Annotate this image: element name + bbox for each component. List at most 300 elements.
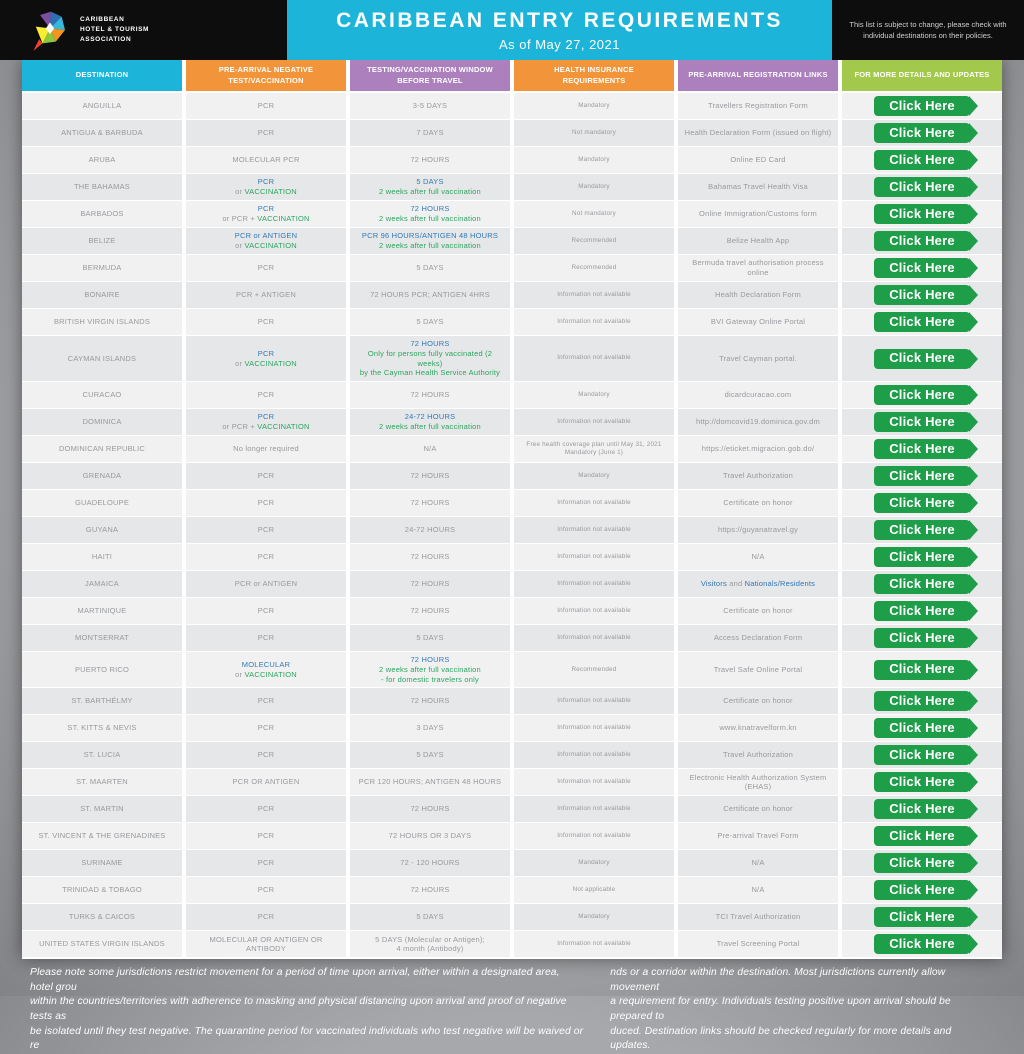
cell-window: 5 DAYS — [350, 255, 510, 281]
cell-destination: ARUBA — [22, 147, 182, 173]
click-here-button[interactable]: Click Here — [874, 853, 970, 873]
cell-link: https://eticket.migracion.gob.do/ — [678, 436, 838, 462]
cell-destination: CAYMAN ISLANDS — [22, 336, 182, 381]
cell-window — [350, 228, 510, 254]
column-header-3: HEALTH INSURANCE REQUIREMENTS — [514, 60, 674, 91]
click-here-button[interactable]: Click Here — [874, 466, 970, 486]
cell-window: N/A — [350, 436, 510, 462]
table-row — [22, 517, 1002, 543]
cell-destination: UNITED STATES VIRGIN ISLANDS — [22, 931, 182, 957]
click-here-button[interactable]: Click Here — [874, 745, 970, 765]
click-here-button[interactable]: Click Here — [874, 772, 970, 792]
column-header-0: DESTINATION — [22, 60, 182, 91]
cell-link: Travel Screening Portal — [678, 931, 838, 957]
cell-action — [842, 309, 1002, 335]
cell-insurance: Information not available — [514, 625, 674, 651]
cell-window: 7 DAYS — [350, 120, 510, 146]
cell-action — [842, 742, 1002, 768]
table-row — [22, 796, 1002, 822]
footer-text: duced. Destination links should be checked regularly for more details and updates. — [610, 1025, 952, 1052]
cell-link: Certificate on honor — [678, 688, 838, 714]
cell-test: PCR or ANTIGEN — [186, 571, 346, 597]
footer-text: a requirement for entry. Individuals testing positive upon arrival should be prepared to — [610, 996, 951, 1023]
cell-insurance: Information not available — [514, 931, 674, 957]
cell-text: 2 weeks after full vaccination — [379, 664, 481, 674]
cell-destination: ST. BARTHÉLMY — [22, 688, 182, 714]
cell-destination: GUYANA — [22, 517, 182, 543]
cell-test: PCR — [186, 544, 346, 570]
cell-link: Travellers Registration Form — [678, 93, 838, 119]
cell-link: Online Immigration/Customs form — [678, 201, 838, 227]
cell-destination: ANGUILLA — [22, 93, 182, 119]
cell-insurance: Information not available — [514, 282, 674, 308]
cell-text: or PCR + — [222, 422, 255, 431]
footer-text: nds or a corridor within the destination. Most jurisdictions currently allow movement — [610, 967, 946, 993]
cell-test: PCR — [186, 904, 346, 930]
table-row — [22, 742, 1002, 768]
cell-action — [842, 436, 1002, 462]
cell-insurance: Recommended — [514, 255, 674, 281]
click-here-button[interactable]: Click Here — [874, 691, 970, 711]
cell-action — [842, 255, 1002, 281]
cell-action — [842, 147, 1002, 173]
cell-test: PCR — [186, 517, 346, 543]
cell-text: or — [235, 669, 243, 679]
cell-destination: MONTSERRAT — [22, 625, 182, 651]
cell-test: PCR — [186, 625, 346, 651]
cell-destination: BARBADOS — [22, 201, 182, 227]
cell-insurance: Not mandatory — [514, 120, 674, 146]
cell-test: PCR — [186, 715, 346, 741]
footer-text: be isolated until they test negative. The quarantine period for vaccinated individuals who test negative will be waived or re — [30, 1025, 584, 1052]
click-here-button[interactable]: Click Here — [874, 231, 970, 251]
table-row — [22, 409, 1002, 435]
cell-link: N/A — [678, 877, 838, 903]
cell-window — [350, 652, 510, 687]
cell-text: or — [235, 358, 243, 368]
cell-link: http://domcovid19.dominica.gov.dm — [678, 409, 838, 435]
cell-destination: BELIZE — [22, 228, 182, 254]
cell-link: Electronic Health Authorization System (EHAS) — [678, 769, 838, 795]
cell-destination: DOMINICA — [22, 409, 182, 435]
cell-text: PCR — [257, 348, 275, 358]
cell-text: Only for persons fully vaccinated (2 weeks) — [367, 348, 493, 368]
cell-destination: GRENADA — [22, 463, 182, 489]
cell-insurance: Mandatory — [514, 382, 674, 408]
click-here-button[interactable]: Click Here — [874, 123, 970, 143]
click-here-button[interactable]: Click Here — [874, 285, 970, 305]
cell-link: Bermuda travel authorisation process online — [678, 255, 838, 281]
cell-action — [842, 336, 1002, 381]
column-header-1: PRE-ARRIVAL NEGATIVE TEST/VACCINATION — [186, 60, 346, 91]
cell-text: VACCINATION — [257, 214, 310, 223]
cell-text: 2 weeks after full vaccination — [379, 422, 481, 431]
cell-test: PCR — [186, 598, 346, 624]
cell-insurance: Information not available — [514, 715, 674, 741]
cell-text: - for domestic travelers only — [381, 674, 479, 684]
cell-action — [842, 877, 1002, 903]
click-here-button[interactable]: Click Here — [874, 177, 970, 197]
table-row — [22, 715, 1002, 741]
cell-link: Access Declaration Form — [678, 625, 838, 651]
cell-action — [842, 201, 1002, 227]
registration-link[interactable]: Nationals/Residents — [744, 579, 816, 589]
cell-link: https://guyanatravel.gy — [678, 517, 838, 543]
cell-text: PCR or ANTIGEN — [234, 231, 298, 241]
page-subtitle: As of May 27, 2021 — [498, 36, 620, 52]
cell-text: VACCINATION — [244, 358, 297, 368]
click-here-button[interactable]: Click Here — [874, 574, 970, 594]
cell-text: 72 HOURS — [410, 204, 450, 214]
cell-window: 72 HOURS OR 3 DAYS — [350, 823, 510, 849]
cell-window: 72 HOURS PCR; ANTIGEN 4HRS — [350, 282, 510, 308]
cell-insurance: Mandatory — [514, 147, 674, 173]
table-row — [22, 544, 1002, 570]
cell-destination: ST. MAARTEN — [22, 769, 182, 795]
cell-window: 72 HOURS — [350, 877, 510, 903]
cell-insurance: Mandatory — [514, 463, 674, 489]
table-row — [22, 309, 1002, 335]
table-header-row — [22, 60, 1002, 91]
cell-text: 5 DAYS — [416, 177, 444, 187]
table-row — [22, 228, 1002, 254]
cell-test: No longer required — [186, 436, 346, 462]
cell-text: by the Cayman Health Service Authority — [359, 368, 501, 378]
cell-window: 72 HOURS — [350, 544, 510, 570]
column-header-2: TESTING/VACCINATION WINDOW BEFORE TRAVEL — [350, 60, 510, 91]
click-here-button[interactable]: Click Here — [874, 258, 970, 278]
cell-link: Certificate on honor — [678, 490, 838, 516]
cell-text: or — [235, 241, 243, 250]
cell-destination: TURKS & CAICOS — [22, 904, 182, 930]
cell-action — [842, 823, 1002, 849]
cell-action — [842, 931, 1002, 957]
cell-test: PCR — [186, 120, 346, 146]
cell-window: 72 HOURS — [350, 688, 510, 714]
footer-text: Please note some jurisdictions restrict movement for a period of time upon arrival, either within a designated area, hotel grou — [30, 967, 560, 993]
cell-action — [842, 517, 1002, 543]
cell-window: 72 HOURS — [350, 147, 510, 173]
cell-test: PCR — [186, 823, 346, 849]
cell-link: Travel Authorization — [678, 463, 838, 489]
cell-window: 3 DAYS — [350, 715, 510, 741]
cell-action — [842, 598, 1002, 624]
table-row — [22, 769, 1002, 795]
cell-test: PCR + ANTIGEN — [186, 282, 346, 308]
table-row — [22, 282, 1002, 308]
cell-window — [350, 409, 510, 435]
cell-link: Travel Cayman portal. — [678, 336, 838, 381]
table-row — [22, 120, 1002, 146]
click-here-button[interactable]: Click Here — [874, 628, 970, 648]
cell-link: Travel Safe Online Portal — [678, 652, 838, 687]
cell-destination: BRITISH VIRGIN ISLANDS — [22, 309, 182, 335]
logo-block — [0, 0, 287, 60]
cell-destination: ST. KITTS & NEVIS — [22, 715, 182, 741]
cell-window: 5 DAYS — [350, 309, 510, 335]
cell-text: VACCINATION — [244, 187, 297, 196]
table-row — [22, 571, 1002, 597]
cell-insurance: Information not available — [514, 598, 674, 624]
column-header-4: PRE-ARRIVAL REGISTRATION LINKS — [678, 60, 838, 91]
click-here-button[interactable]: Click Here — [874, 907, 970, 927]
cell-destination: ST. VINCENT & THE GRENADINES — [22, 823, 182, 849]
cell-insurance: Information not available — [514, 796, 674, 822]
cell-link: TCI Travel Authorization — [678, 904, 838, 930]
cell-destination: BERMUDA — [22, 255, 182, 281]
cell-window: 5 DAYS — [350, 625, 510, 651]
cell-text: VACCINATION — [244, 241, 297, 250]
click-here-button[interactable]: Click Here — [874, 880, 970, 900]
cell-window: 72 HOURS — [350, 463, 510, 489]
table-row — [22, 174, 1002, 200]
cell-text: 2 weeks after full vaccination — [379, 214, 481, 223]
footer-line — [30, 1025, 994, 1054]
cell-insurance: Information not available — [514, 309, 674, 335]
table-row — [22, 201, 1002, 227]
cell-window: 72 HOURS — [350, 796, 510, 822]
cell-test: PCR — [186, 850, 346, 876]
cell-insurance: Not applicable — [514, 877, 674, 903]
cell-insurance: Information not available — [514, 490, 674, 516]
cell-test — [186, 174, 346, 200]
cell-destination: MARTINIQUE — [22, 598, 182, 624]
click-here-button[interactable]: Click Here — [874, 799, 970, 819]
cell-window: PCR 120 HOURS; ANTIGEN 48 HOURS — [350, 769, 510, 795]
table-row — [22, 850, 1002, 876]
cell-text: 2 weeks after full vaccination — [379, 187, 481, 196]
cell-text: MOLECULAR — [241, 659, 291, 669]
footer-disclaimer — [0, 959, 1024, 1054]
top-header — [0, 0, 1024, 60]
click-here-button[interactable]: Click Here — [874, 826, 970, 846]
cell-insurance: Information not available — [514, 769, 674, 795]
footer-line — [30, 966, 994, 995]
cell-window — [350, 336, 510, 381]
cell-action — [842, 490, 1002, 516]
cell-action — [842, 463, 1002, 489]
chta-star-logo — [30, 7, 70, 53]
cell-test: PCR — [186, 490, 346, 516]
cell-text: or — [235, 187, 243, 196]
cell-text: and — [729, 579, 743, 589]
cell-window: 72 HOURS — [350, 490, 510, 516]
cell-window: 5 DAYS (Molecular or Antigen); 4 month (Antibody) — [350, 931, 510, 957]
cell-link: Health Declaration Form — [678, 282, 838, 308]
cell-insurance: Information not available — [514, 688, 674, 714]
cell-test: MOLECULAR PCR — [186, 147, 346, 173]
click-here-button[interactable]: Click Here — [874, 934, 970, 954]
cell-test: MOLECULAR OR ANTIGEN OR ANTIBODY — [186, 931, 346, 957]
cell-text: PCR 96 HOURS/ANTIGEN 48 HOURS — [361, 231, 499, 241]
table-row — [22, 931, 1002, 957]
table-row — [22, 93, 1002, 119]
cell-destination: DOMINICAN REPUBLIC — [22, 436, 182, 462]
cell-destination: CURACAO — [22, 382, 182, 408]
cell-window: 5 DAYS — [350, 742, 510, 768]
cell-window: 72 - 120 HOURS — [350, 850, 510, 876]
cell-link: Health Declaration Form (issued on flight) — [678, 120, 838, 146]
footer-lines — [30, 966, 994, 1054]
cell-link: www.knatravelform.kn — [678, 715, 838, 741]
cell-link: Belize Health App — [678, 228, 838, 254]
cell-link: dicardcuracao.com — [678, 382, 838, 408]
cell-text: PCR — [257, 177, 275, 187]
cell-link: Online ED Card — [678, 147, 838, 173]
table-row — [22, 625, 1002, 651]
cell-test: PCR — [186, 796, 346, 822]
cell-link: Certificate on honor — [678, 598, 838, 624]
table-body — [22, 93, 1002, 957]
cell-action — [842, 282, 1002, 308]
cell-destination: HAITI — [22, 544, 182, 570]
cell-window: 3-5 DAYS — [350, 93, 510, 119]
click-here-button[interactable]: Click Here — [874, 547, 970, 567]
table-row — [22, 436, 1002, 462]
cell-link: BVI Gateway Online Portal — [678, 309, 838, 335]
cell-window — [350, 201, 510, 227]
cell-window: 24-72 HOURS — [350, 517, 510, 543]
cell-test: PCR — [186, 309, 346, 335]
cell-action — [842, 796, 1002, 822]
footer-text: within the countries/territories with adherence to masking and physical distancing upon arrival and proof of negative tests as — [30, 996, 567, 1023]
cell-link: Bahamas Travel Health Visa — [678, 174, 838, 200]
cell-text: 72 HOURS — [410, 339, 450, 348]
click-here-button[interactable]: Click Here — [874, 493, 970, 513]
cell-test: PCR — [186, 688, 346, 714]
registration-link[interactable]: Visitors — [700, 579, 727, 589]
cell-test — [186, 652, 346, 687]
cell-text: 24-72 HOURS — [404, 412, 456, 422]
cell-link: N/A — [678, 544, 838, 570]
table-row — [22, 382, 1002, 408]
cell-destination: GUADELOUPE — [22, 490, 182, 516]
cell-text: PCR — [257, 204, 275, 214]
cell-insurance: Recommended — [514, 228, 674, 254]
cell-insurance: Information not available — [514, 409, 674, 435]
click-here-button[interactable]: Click Here — [874, 412, 970, 432]
cell-destination: ANTIGUA & BARBUDA — [22, 120, 182, 146]
cell-window: 72 HOURS — [350, 571, 510, 597]
click-here-button[interactable]: Click Here — [874, 349, 970, 369]
cell-link: N/A — [678, 850, 838, 876]
table-row — [22, 598, 1002, 624]
table-row — [22, 688, 1002, 714]
cell-action — [842, 652, 1002, 687]
cell-action — [842, 625, 1002, 651]
cell-destination: TRINIDAD & TOBAGO — [22, 877, 182, 903]
cell-action — [842, 904, 1002, 930]
cell-test: PCR — [186, 255, 346, 281]
cell-action — [842, 174, 1002, 200]
cell-test: PCR — [186, 742, 346, 768]
cell-text: VACCINATION — [244, 669, 297, 679]
click-here-button[interactable]: Click Here — [874, 439, 970, 459]
cell-destination: BONAIRE — [22, 282, 182, 308]
cell-action — [842, 409, 1002, 435]
cell-test — [186, 201, 346, 227]
cell-test — [186, 336, 346, 381]
cell-test — [186, 228, 346, 254]
table-row — [22, 147, 1002, 173]
cell-test: PCR — [186, 93, 346, 119]
column-header-5: FOR MORE DETAILS AND UPDATES — [842, 60, 1002, 91]
cell-test: PCR OR ANTIGEN — [186, 769, 346, 795]
cell-text: 2 weeks after full vaccination — [379, 241, 481, 250]
cell-action — [842, 382, 1002, 408]
logo-line: HOTEL & TOURISM — [80, 26, 150, 34]
cell-destination: ST. LUCIA — [22, 742, 182, 768]
cell-action — [842, 715, 1002, 741]
cell-insurance: Information not available — [514, 742, 674, 768]
cell-text: VACCINATION — [257, 422, 310, 431]
click-here-button[interactable]: Click Here — [874, 660, 970, 680]
cell-test: PCR — [186, 877, 346, 903]
cell-link — [678, 571, 838, 597]
cell-test: PCR — [186, 463, 346, 489]
cell-insurance: Mandatory — [514, 904, 674, 930]
cell-destination: ST. MARTIN — [22, 796, 182, 822]
cell-insurance: Information not available — [514, 517, 674, 543]
cell-insurance: Mandatory — [514, 174, 674, 200]
cell-insurance: Information not available — [514, 571, 674, 597]
cell-action — [842, 571, 1002, 597]
table-row — [22, 255, 1002, 281]
logo-text — [80, 15, 149, 44]
click-here-button[interactable]: Click Here — [874, 96, 970, 116]
cell-insurance: Free health coverage plan until May 31, 2021 Mandatory (June 1) — [514, 436, 674, 462]
click-here-button[interactable]: Click Here — [874, 204, 970, 224]
requirements-table — [22, 60, 1002, 959]
title-block — [287, 0, 832, 60]
click-here-button[interactable]: Click Here — [874, 718, 970, 738]
table-row — [22, 463, 1002, 489]
logo-line: ASSOCIATION — [80, 35, 132, 43]
click-here-button[interactable]: Click Here — [874, 312, 970, 332]
click-here-button[interactable]: Click Here — [874, 601, 970, 621]
cell-action — [842, 769, 1002, 795]
cell-insurance: Information not available — [514, 544, 674, 570]
cell-action — [842, 93, 1002, 119]
cell-action — [842, 544, 1002, 570]
cell-insurance: Information not available — [514, 823, 674, 849]
cell-link: Travel Authorization — [678, 742, 838, 768]
click-here-button[interactable]: Click Here — [874, 150, 970, 170]
cell-link: Certificate on honor — [678, 796, 838, 822]
click-here-button[interactable]: Click Here — [874, 385, 970, 405]
click-here-button[interactable]: Click Here — [874, 520, 970, 540]
cell-insurance: Mandatory — [514, 93, 674, 119]
cell-text: 72 HOURS — [410, 655, 450, 664]
page-title: CARIBBEAN ENTRY REQUIREMENTS — [336, 8, 783, 32]
cell-insurance: Information not available — [514, 336, 674, 381]
table-row — [22, 336, 1002, 381]
cell-link: Pre-arrival Travel Form — [678, 823, 838, 849]
cell-text: or PCR + — [222, 214, 255, 223]
cell-destination: PUERTO RICO — [22, 652, 182, 687]
cell-action — [842, 120, 1002, 146]
cell-test: PCR — [186, 382, 346, 408]
cell-insurance: Mandatory — [514, 850, 674, 876]
cell-action — [842, 850, 1002, 876]
cell-action — [842, 688, 1002, 714]
cell-window: 5 DAYS — [350, 904, 510, 930]
table-row — [22, 490, 1002, 516]
table-row — [22, 823, 1002, 849]
table-row — [22, 652, 1002, 687]
cell-insurance: Recommended — [514, 652, 674, 687]
table-row — [22, 904, 1002, 930]
